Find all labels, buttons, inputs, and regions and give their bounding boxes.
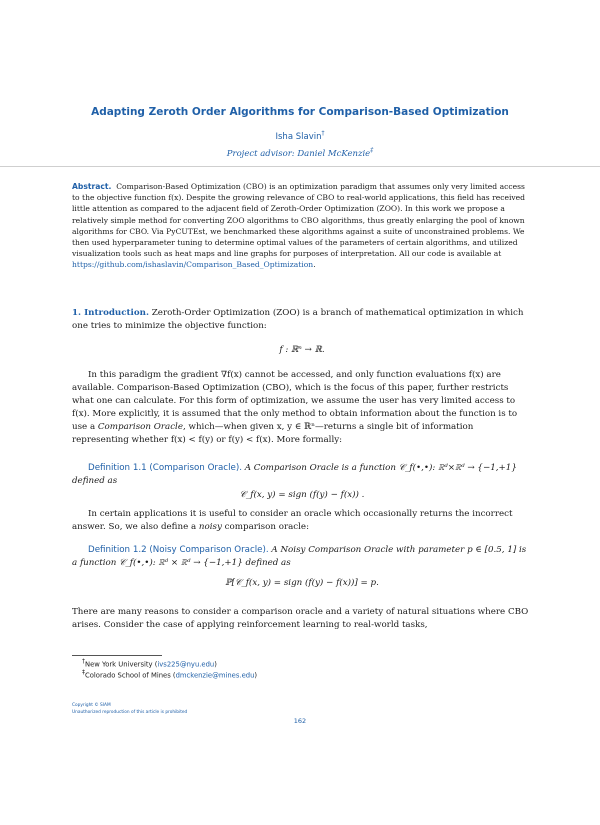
definition-1-1-text: A Comparison Oracle is a function 𝒞_f(•,•): ℝᵈ×ℝᵈ → {−1,+1} defined as (72, 463, 517, 487)
footnote-2-text: Colorado School of Mines ( (85, 671, 176, 680)
paper-title: Adapting Zeroth Order Algorithms for Comparison-Based Optimization (91, 106, 509, 118)
definition-1-2-text: A Noisy Comparison Oracle with parameter p ∈ [0.5, 1] is a function 𝒞_f(•,•): ℝᵈ × ℝᵈ → {−1,+1} defined as (72, 545, 527, 569)
footnote-2-mark: ‡ (82, 669, 85, 676)
intro-paragraph-2 (72, 369, 532, 448)
equation-comparison-oracle: 𝒞_f(x, y) = sign (f(y) − f(x)) . (239, 490, 365, 500)
footnote-2-close: ) (254, 671, 258, 680)
title-divider (0, 166, 600, 167)
advisor-footnote-mark: ‡ (370, 147, 374, 154)
paragraph-reasons: There are many reasons to consider a comparison oracle and a variety of natural situations where CBO arises. Consider the case of applying reinforcement learning to real-world tasks, (72, 607, 529, 631)
advisor-text: Project advisor: Daniel McKenzie (226, 148, 371, 159)
footnote-1-mark: † (82, 658, 85, 665)
p3-pre: In certain applications it is useful to consider an oracle which occasionally returns the incorrect answer. So, we also define a (72, 509, 513, 533)
equation-noisy-oracle: ℙ[𝒞_f(x, y) = sign (f(y) − f(x))] = p. (225, 578, 379, 588)
comparison-oracle-term: Comparison Oracle (97, 422, 183, 433)
abstract-end: . (313, 260, 316, 270)
intro-paragraph-1 (72, 307, 532, 333)
intro-p2-text: In this paradigm the gradient ∇f(x) cannot be accessed, and only function evaluations f(x) are available. Comparison-Based Optimization (CBO), which is the focus of this paper, further restricts what one can calculate. For this form of optimization, we assume the user has very limited access to f(x). More explicitly, it is assumed that the only method to obtain information about the function is to use a (72, 370, 518, 433)
intro-p1-text: Zeroth-Order Optimization (ZOO) is a branch of mathematical optimization in which one tries to minimize the objective function: (72, 308, 524, 332)
abstract-label: Abstract. (72, 182, 112, 191)
reproduction-notice: Unauthorized reproduction of this article is prohibited (72, 710, 188, 715)
definition-1-2-label: Definition 1.2 (Noisy Comparison Oracle). (88, 545, 269, 555)
definition-1-1-label: Definition 1.1 (Comparison Oracle). (88, 463, 242, 473)
footnote-1 (82, 658, 217, 668)
author-line (0, 130, 600, 142)
footnote-1-text: New York University ( (85, 660, 158, 669)
section-heading-introduction: 1. Introduction. (72, 308, 149, 318)
footnote-divider (72, 655, 162, 656)
copyright-line: Copyright © SIAM (72, 703, 111, 708)
p3-post: comparison oracle: (224, 522, 309, 533)
code-link[interactable]: https://github.com/ishaslavin/Comparison_Based_Optimization (72, 260, 314, 270)
noisy-term: noisy (198, 522, 222, 533)
abstract (72, 181, 532, 271)
advisor-line (0, 147, 600, 159)
abstract-body: Comparison-Based Optimization (CBO) is an optimization paradigm that assumes only very limited access to the objective function f(x). Despite the growing relevance of CBO to real-world applications, this field has received little attention as compared to the adjacent field of Zeroth-Order Optimization (ZOO). In this work we propose a relatively simple method for converting ZOO algorithms to CBO algorithms, thus greatly enlarging the pool of known algorithms for CBO. Via PyCUTEst, we benchmarked these algorithms against a suite of unconstrained problems. We then used hyperparameter tuning to determine optimal values of the parameters of certain algorithms, and utilized visualization tools such as heat maps and line graphs for purposes of interpretation. All our code is available at (72, 182, 526, 259)
definition-1-1 (72, 462, 532, 488)
footnote-1-close: ) (214, 660, 217, 669)
page-number: 162 (293, 717, 307, 725)
paragraph-noisy-intro (72, 508, 532, 534)
author-footnote-mark: † (321, 130, 325, 137)
equation-objective: f : ℝⁿ → ℝ. (279, 345, 325, 355)
footnote-1-email[interactable]: ivs225@nyu.edu (157, 660, 215, 669)
definition-1-2 (72, 544, 532, 570)
intro-p2-end: , which—when given x, y ∈ ℝⁿ—returns a single bit of information representing whether f(x) < f(y) or f(y) < f(x). More formally: (72, 422, 474, 446)
footnote-2 (82, 669, 257, 679)
author-name: Isha Slavin (275, 131, 322, 142)
footnote-2-email[interactable]: dmckenzie@mines.edu (175, 671, 255, 680)
